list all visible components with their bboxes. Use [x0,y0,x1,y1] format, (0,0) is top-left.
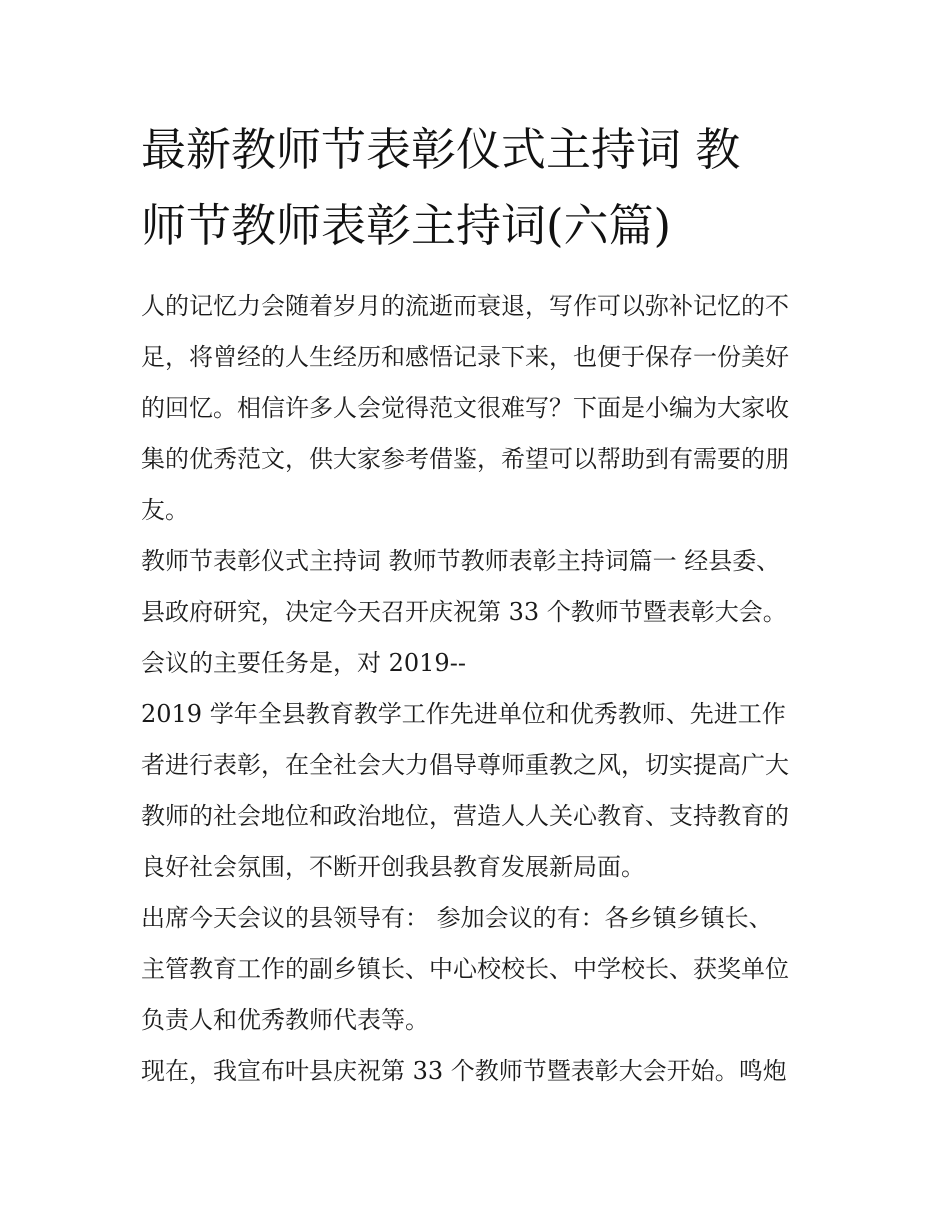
text-line: 出席今天会议的县领导有： 参加会议的有：各乡镇乡镇长、 [141,904,773,932]
text-line: 教师的社会地位和政治地位，营造人人关心教育、支持教育的 [141,802,789,830]
text-line: 足，将曾经的人生经历和感悟记录下来，也便于保存一份美好 [141,343,789,371]
text-line: 现在，我宣布叶县庆祝第 33 个教师节暨表彰大会开始。鸣炮 [141,1057,787,1085]
document-page [141,112,813,1097]
body-paragraph [141,689,813,893]
title-line: 师节教师表彰主持词(六篇) [141,199,672,252]
body-paragraph [141,893,813,1046]
text-line: 负责人和优秀教师代表等。 [141,1006,429,1034]
body-paragraph [141,1046,813,1097]
document-title [141,112,813,264]
title-line: 最新教师节表彰仪式主持词 教 [141,123,741,176]
body-paragraph [141,536,813,689]
intro-paragraph [141,281,813,536]
text-line: 良好社会氛围，不断开创我县教育发展新局面。 [141,853,645,881]
text-line: 友。 [141,496,189,524]
text-line: 主管教育工作的副乡镇长、中心校校长、中学校长、获奖单位 [141,955,789,983]
text-line: 教师节表彰仪式主持词 教师节教师表彰主持词篇一 经县委、 [141,547,781,575]
text-line: 人的记忆力会随着岁月的流逝而衰退，写作可以弥补记忆的不 [141,292,789,320]
text-line: 县政府研究，决定今天召开庆祝第 33 个教师节暨表彰大会。 [141,598,787,626]
text-line: 会议的主要任务是，对 2019-- [141,649,466,677]
text-line: 的回忆。相信许多人会觉得范文很难写？下面是小编为大家收 [141,394,789,422]
text-line: 集的优秀范文，供大家参考借鉴，希望可以帮助到有需要的朋 [141,445,789,473]
text-line: 者进行表彰，在全社会大力倡导尊师重教之风，切实提高广大 [141,751,789,779]
text-line: 2019 学年全县教育教学工作先进单位和优秀教师、先进工作 [141,700,786,728]
document-body [141,281,813,1097]
